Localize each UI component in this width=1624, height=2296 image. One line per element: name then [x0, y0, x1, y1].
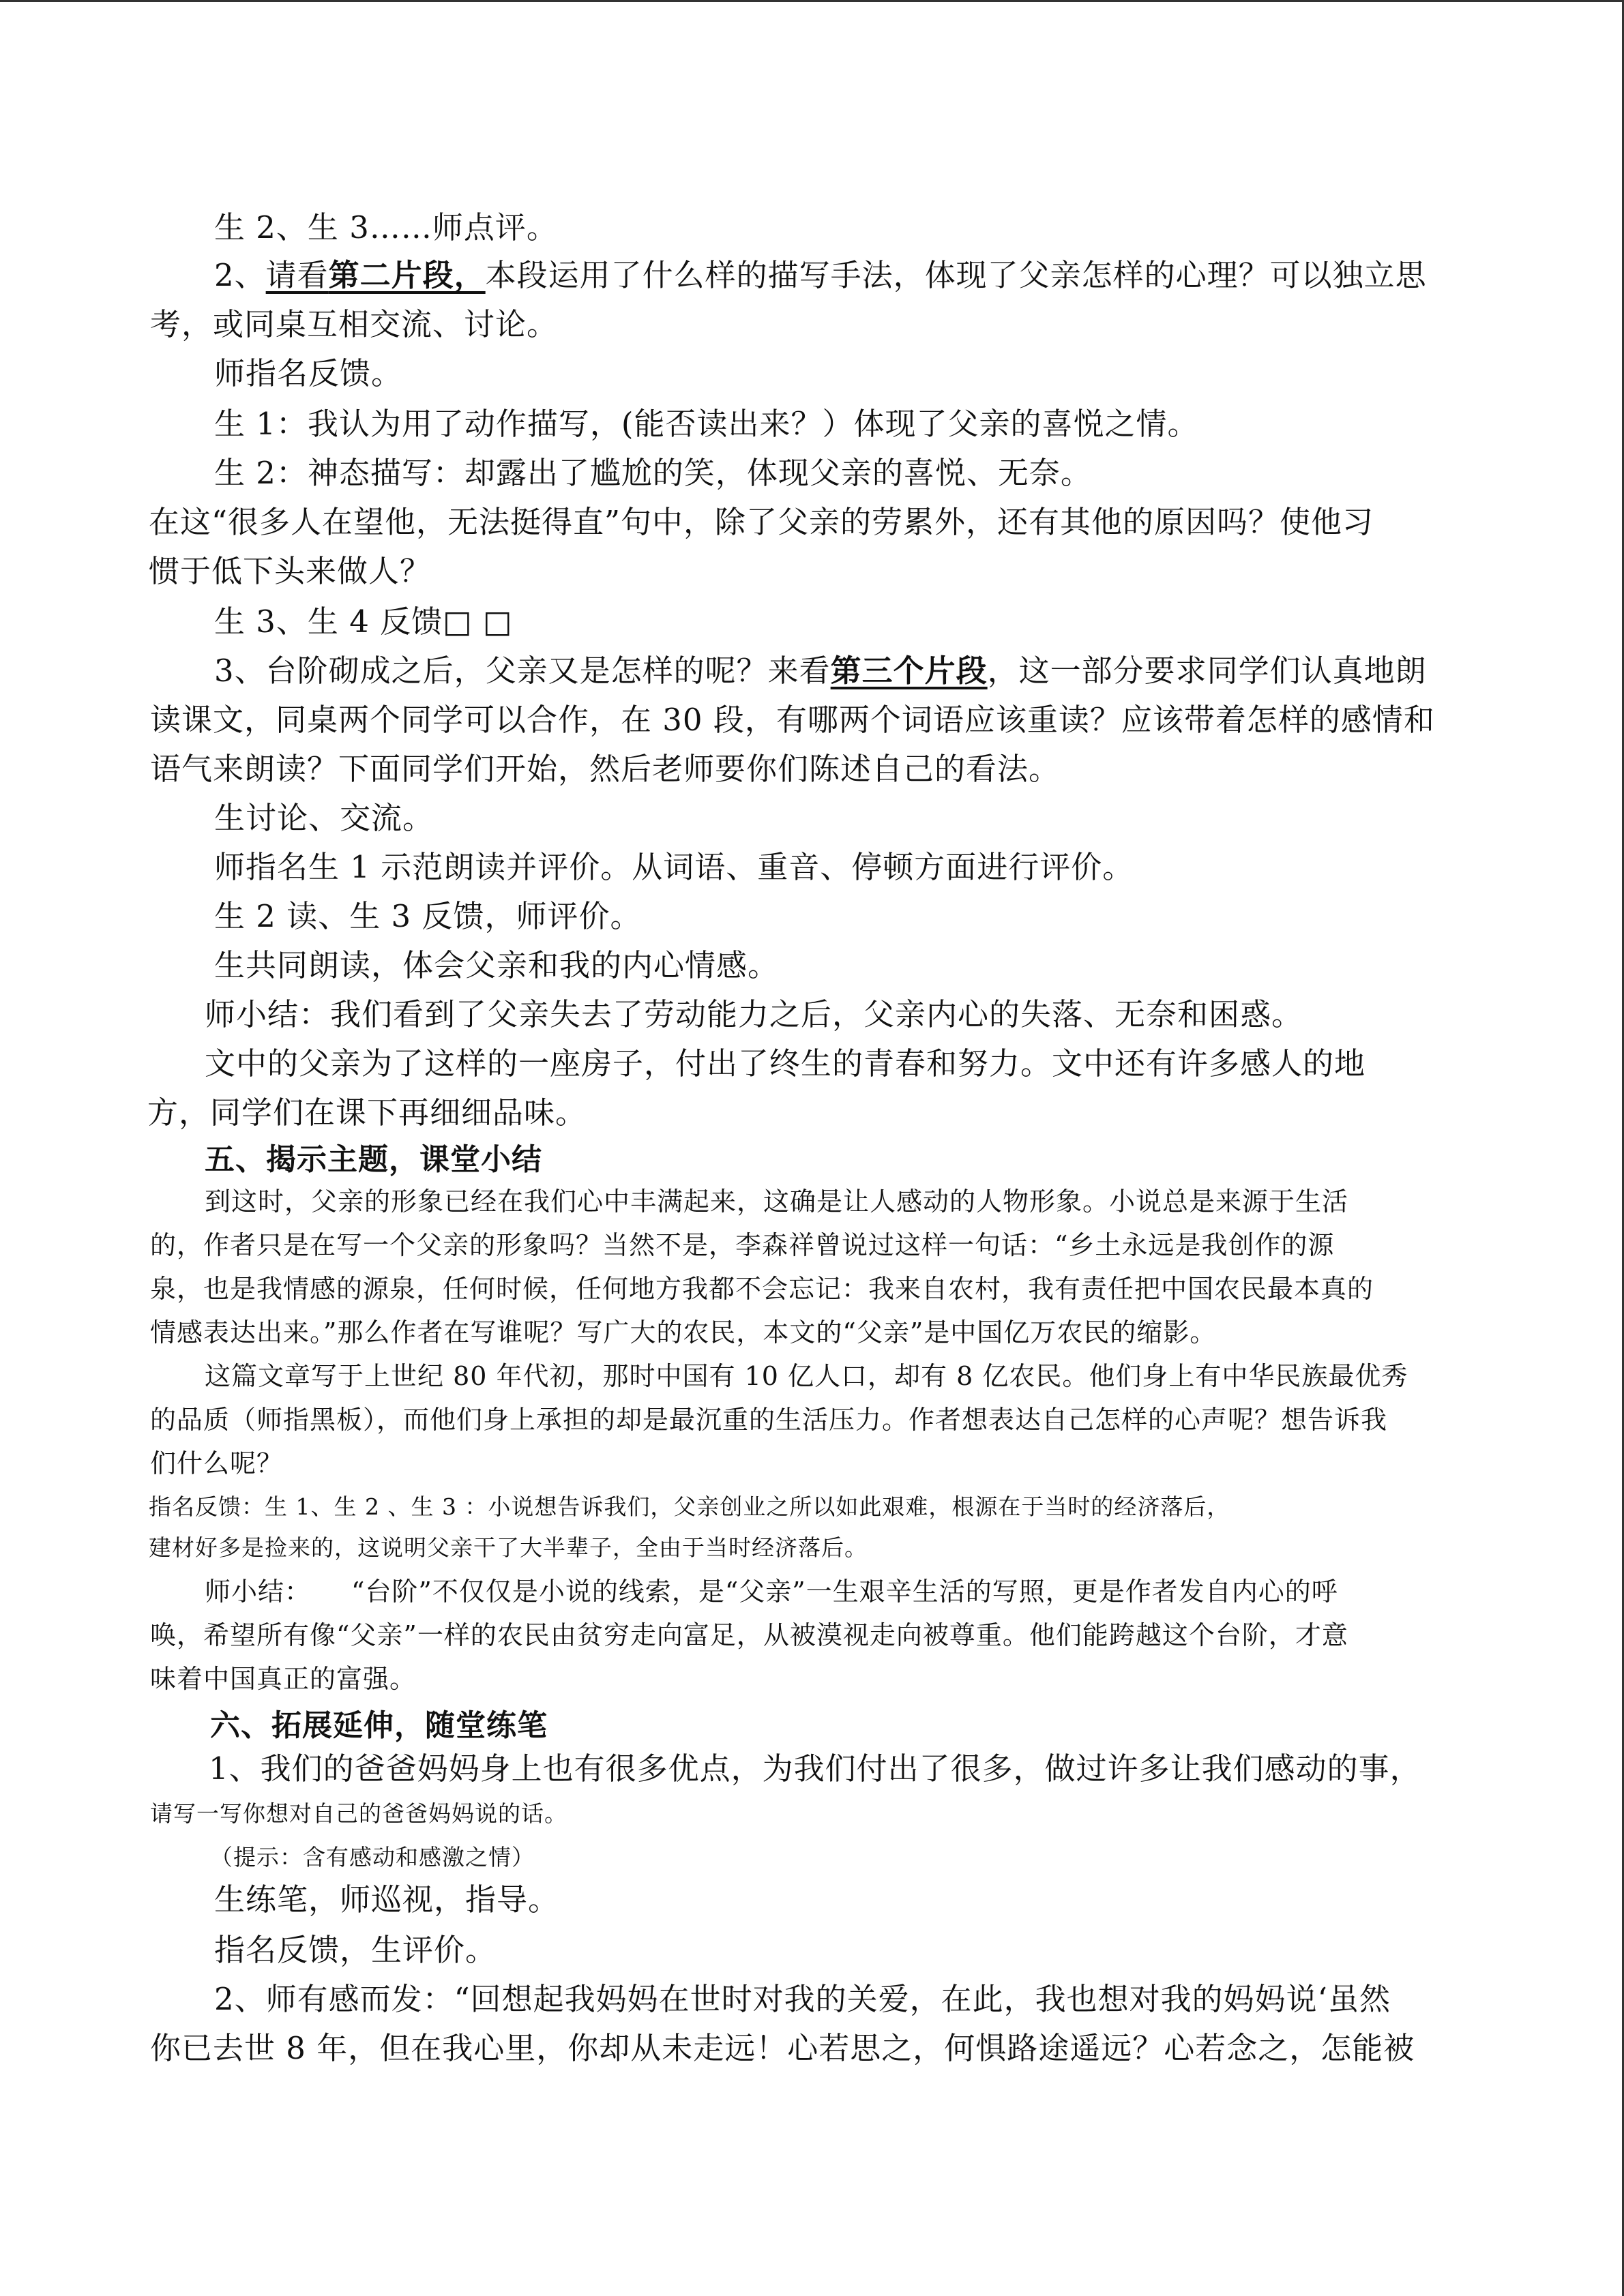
section-heading-6: 六、拓展延伸，随堂练笔 [210, 1708, 548, 1743]
text-line: 师小结：我们看到了父亲失去了劳动能力之后，父亲内心的失落、无奈和困惑。 [205, 996, 1303, 1032]
text-line: 师指名生 1 示范朗读并评价。从词语、重音、停顿方面进行评价。 [214, 849, 1134, 885]
section-link-second: 第二片段， [328, 257, 486, 293]
text-line: 味着中国真正的富强。 [150, 1664, 417, 1694]
text-line: 方，同学们在课下再细细品味。 [147, 1094, 587, 1131]
text-line: 指名反馈，生评价。 [214, 1932, 497, 1968]
text-line: 这篇文章写于上世纪 80 年代初，那时中国有 10 亿人口，却有 8 亿农民。他们身上有中华民族最优秀 [205, 1361, 1408, 1391]
text-line: 生讨论、交流。 [214, 800, 434, 836]
text-line: 到这时，父亲的形象已经在我们心中丰满起来，这确是让人感动的人物形象。小说总是来源于生活 [205, 1187, 1349, 1217]
text-span: ，这一部分要求同学们认真地朗 [987, 653, 1427, 689]
text-line: 们什么呢？ [150, 1448, 284, 1478]
text-line: 惯于低下头来做人？ [149, 553, 432, 589]
text-line: 语气来朗读？下面同学们开始，然后老师要你们陈述自己的看法。 [150, 751, 1061, 787]
text-line: 文中的父亲为了这样的一座房子，付出了终生的青春和努力。文中还有许多感人的地 [205, 1045, 1366, 1082]
text-line: 请写一写你想对自己的爸爸妈妈说的话。 [150, 1800, 567, 1827]
text-line: 建材好多是捡来的，这说明父亲干了大半辈子，全由于当时经济落后。 [149, 1534, 868, 1561]
text-span: 3、台阶砌成之后，父亲又是怎样的呢？来看 [214, 653, 831, 689]
text-line: 师指名反馈。 [214, 355, 403, 391]
text-line: 生 2 读、生 3 反馈，师评价。 [214, 898, 642, 934]
underlined-text: 请看 [265, 257, 329, 293]
text-line: 的品质（师指黑板），而他们身上承担的却是最沉重的生活压力。作者想表达自己怎样的心声呢？想告诉我 [150, 1405, 1388, 1435]
text-line: 师小结： “台阶”不仅仅是小说的线索，是“父亲”一生艰辛生活的写照，更是作者发自内心的呼 [205, 1577, 1338, 1607]
text-line: 的，作者只是在写一个父亲的形象吗？当然不是，李森祥曾说过这样一句话：“乡土永远是我创作的源 [150, 1230, 1335, 1260]
text-line: 在这“很多人在望他，无法挺得直”句中，除了父亲的劳累外，还有其他的原因吗？使他习 [149, 504, 1374, 540]
text-line: 生 3、生 4 反馈□ □ [214, 603, 513, 640]
text-span: 本段运用了什么样的描写手法，体现了父亲怎样的心理？可以独立思 [485, 257, 1427, 293]
section-link-third: 第三个片段 [830, 653, 988, 689]
text-line: 生练笔，师巡视，指导。 [214, 1881, 560, 1918]
text-line: 生 2：神态描写：却露出了尴尬的笑，体现父亲的喜悦、无奈。 [214, 455, 1092, 491]
text-line: 2、师有感而发：“回想起我妈妈在世时对我的关爱，在此，我也想对我的妈妈说‘虽然 [214, 1981, 1391, 2017]
text-line: 生共同朗读，体会父亲和我的内心情感。 [214, 947, 780, 983]
text-line [214, 257, 1427, 293]
text-line: （提示：含有感动和感激之情） [210, 1844, 535, 1870]
text-line [214, 653, 1427, 689]
text-line: 生 1：我认为用了动作描写，(能否读出来？）体现了父亲的喜悦之情。 [214, 406, 1199, 442]
text-line: 情感表达出来。”那么作者在写谁呢？写广大的农民，本文的“父亲”是中国亿万农民的缩影。 [150, 1317, 1217, 1347]
text-line: 你已去世 8 年，但在我心里，你却从未走远！心若思之，何惧路途遥远？心若念之，怎能被 [150, 2030, 1415, 2066]
text-line: 考，或同桌互相交流、讨论。 [150, 306, 559, 342]
text-line: 泉，也是我情感的源泉，任何时候，任何地方我都不会忘记：我来自农村，我有责任把中国农民最本真的 [150, 1274, 1374, 1304]
text-line: 指名反馈：生 1、生 2 、生 3 ：小说想告诉我们，父亲创业之所以如此艰难，根源在于当时的经济落后， [149, 1493, 1230, 1520]
text-line: 唤，希望所有像“父亲”一样的农民由贫穷走向富足，从被漠视走向被尊重。他们能跨越这个台阶，才意 [150, 1620, 1348, 1650]
section-heading-5: 五、揭示主题，课堂小结 [205, 1142, 542, 1177]
text-line: 读课文，同桌两个同学可以合作，在 30 段，有哪两个词语应该重读？应该带着怎样的感情和 [150, 702, 1435, 738]
text-line: 生 2、生 3……师点评。 [214, 209, 558, 245]
text-span: 2、 [214, 257, 266, 293]
text-line: 1、我们的爸爸妈妈身上也有很多优点，为我们付出了很多，做过许多让我们感动的事， [209, 1750, 1421, 1787]
